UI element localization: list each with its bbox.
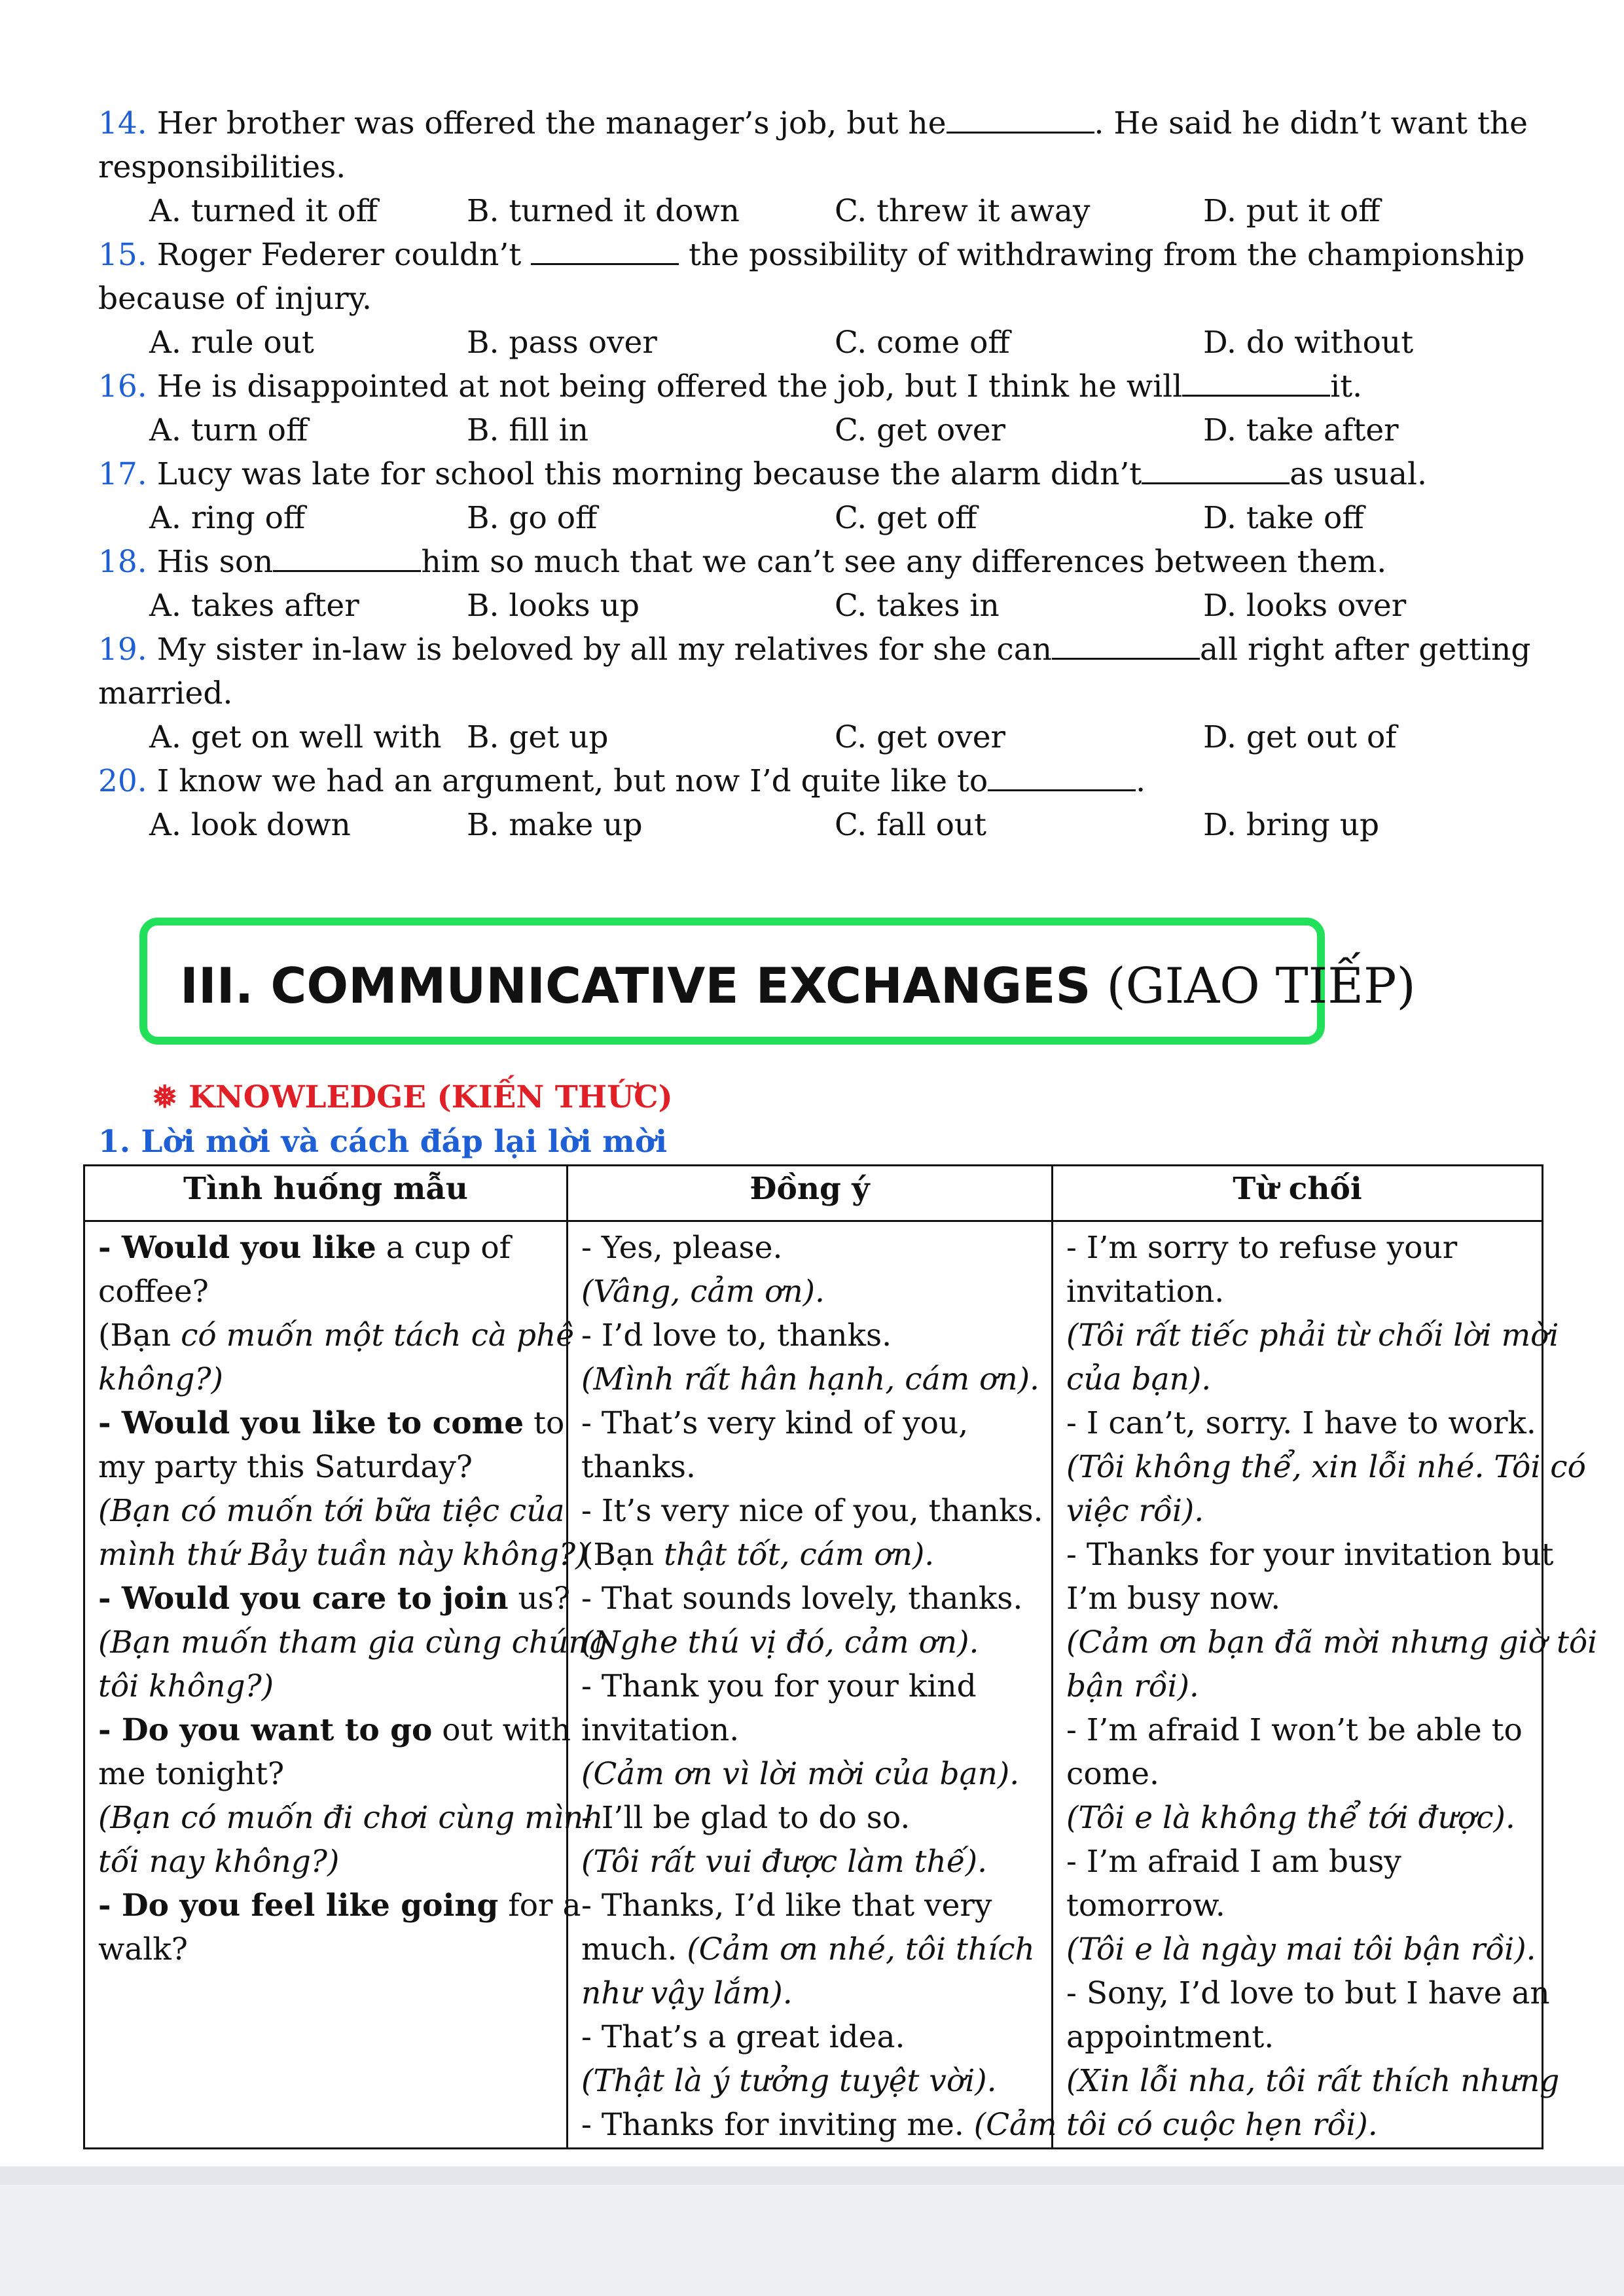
header-accept: Đồng ý — [568, 1166, 1053, 1221]
answer-option: C. fall out — [835, 807, 987, 843]
question-text: He is disappointed at not being offered the job, but I think he will — [156, 368, 1183, 404]
answer-blank — [273, 544, 421, 572]
snowflake-icon: ❅ — [152, 1079, 178, 1115]
cell-line — [98, 1708, 571, 1752]
cell-text: (Xin lỗi nha, tôi rất thích nhưng — [1066, 2063, 1560, 2099]
cell-line — [581, 1401, 1038, 1445]
question-line — [98, 365, 1362, 408]
cell-line — [98, 1226, 553, 1270]
answer-option: D. bring up — [1203, 807, 1380, 843]
answer-option: A. turn off — [149, 412, 308, 448]
cell-text: - Thanks, I’d like that very — [581, 1888, 992, 1924]
answer-option: B. make up — [467, 807, 643, 843]
header-decline: Từ chối — [1053, 1166, 1543, 1221]
cell-line — [1066, 2015, 1528, 2059]
question-number: 18. — [98, 544, 157, 580]
question-text: because of injury. — [98, 281, 372, 317]
subheading-invitations: 1. Lời mời và cách đáp lại lời mời — [98, 1124, 668, 1160]
cell-text: (Cảm ơn nhé, tôi thích — [687, 1931, 1035, 1967]
answer-option: A. get on well with — [149, 719, 442, 755]
question-line — [98, 233, 1525, 277]
cell-line — [581, 1489, 1043, 1533]
cell-text: (Bạn — [581, 1537, 664, 1573]
cell-line — [98, 1314, 575, 1357]
answer-blank — [947, 105, 1094, 134]
cell-text: (Cảm — [973, 2107, 1057, 2143]
cell-line — [1066, 1577, 1528, 1621]
page-footer-edge — [0, 2166, 1624, 2185]
cell-text: - Yes, please. — [581, 1230, 783, 1266]
cell-line — [581, 1621, 1038, 1664]
answer-blank — [531, 237, 679, 265]
cell-text: (Mình rất hân hạnh, cám ơn). — [581, 1361, 1039, 1397]
cell-text: có muốn một tách cà phê — [181, 1318, 575, 1354]
cell-text: much. — [581, 1931, 687, 1967]
cell-text: - Thank you for your kind — [581, 1668, 977, 1704]
cell-text: - That’s a great idea. — [581, 2019, 905, 2055]
question-text: married. — [98, 675, 233, 711]
cell-text: không?) — [98, 1361, 223, 1397]
cell-text: invitation. — [581, 1712, 740, 1748]
cell-text: my party this Saturday? — [98, 1449, 473, 1485]
cell-text: (Bạn muốn tham gia cùng chúng — [98, 1624, 608, 1660]
answer-blank — [1142, 456, 1290, 484]
cell-line — [581, 1445, 1038, 1489]
cell-text: - I’m sorry to refuse your — [1066, 1230, 1458, 1266]
answer-option: D. looks over — [1203, 588, 1407, 624]
table-header-row — [84, 1166, 1543, 1221]
question-line — [98, 452, 1427, 496]
answer-option: B. looks up — [467, 588, 640, 624]
cell-text: tomorrow. — [1066, 1888, 1225, 1924]
question-line — [98, 101, 1528, 145]
knowledge-heading — [152, 1075, 673, 1119]
answer-option: B. fill in — [467, 412, 589, 448]
section-title-main: III. COMMUNICATIVE EXCHANGES — [180, 957, 1091, 1014]
cell-text: (Bạn có muốn đi chơi cùng mình — [98, 1800, 604, 1836]
knowledge-label: KNOWLEDGE (KIẾN THỨC) — [189, 1079, 673, 1115]
answer-option: A. ring off — [149, 500, 306, 536]
question-text: it. — [1330, 368, 1363, 404]
cell-text: for a — [498, 1888, 581, 1924]
section-title — [180, 957, 1416, 1014]
question-text: all right after getting — [1200, 632, 1531, 668]
cell-line — [1066, 1664, 1528, 1708]
question-text: . He said he didn’t want the — [1094, 105, 1528, 141]
cell-text: (Vâng, cảm ơn). — [581, 1274, 825, 1310]
answer-options — [149, 408, 1524, 452]
answer-option: C. takes in — [835, 588, 1000, 624]
question-number: 16. — [98, 368, 157, 404]
question-text: Roger Federer couldn’t — [156, 237, 532, 273]
cell-text: việc rồi). — [1066, 1493, 1204, 1529]
cell-line — [98, 1577, 571, 1621]
answer-option: D. get out of — [1203, 719, 1397, 755]
cell-text: coffee? — [98, 1274, 209, 1310]
cell-text: - I can’t, sorry. I have to work. — [1066, 1405, 1536, 1441]
cell-line — [1066, 1357, 1528, 1401]
question-text: the possibility of withdrawing from the championship — [679, 237, 1525, 273]
cell-text: - That sounds lovely, thanks. — [581, 1581, 1023, 1617]
cell-text: - Would you care to join — [98, 1581, 509, 1617]
cell-line — [581, 1226, 1038, 1270]
answer-option: D. do without — [1203, 325, 1414, 361]
cell-line — [581, 1708, 1038, 1752]
answer-option: C. come off — [835, 325, 1010, 361]
cell-text: (Tôi e là ngày mai tôi bận rồi). — [1066, 1931, 1536, 1967]
cell-text: (Tôi e là không thể tới được). — [1066, 1800, 1515, 1836]
invitation-table — [83, 1164, 1598, 2149]
question-text: I know we had an argument, but now I’d quite like to — [156, 763, 988, 799]
cell-text: me tonight? — [98, 1756, 285, 1792]
cell-text: a cup of — [376, 1230, 511, 1266]
cell-line — [1066, 1928, 1536, 1971]
section-title-box — [139, 918, 1416, 1045]
answer-option: B. go off — [467, 500, 598, 536]
cell-line — [581, 2059, 1038, 2103]
answer-option: A. rule out — [149, 325, 314, 361]
cell-text: (Tôi rất tiếc phải từ chối lời mời — [1066, 1318, 1559, 1354]
cell-text: out with — [432, 1712, 571, 1748]
answer-option: C. get over — [835, 412, 1006, 448]
cell-line — [1066, 1796, 1528, 1840]
cell-line — [1066, 1708, 1528, 1752]
cell-line — [1066, 1533, 1554, 1577]
cell-line — [1066, 1621, 1598, 1664]
cell-line — [98, 1928, 553, 1971]
cell-line — [98, 1445, 553, 1489]
answer-options — [149, 584, 1524, 628]
question-line — [98, 145, 346, 189]
cell-text: - Would you like — [98, 1230, 376, 1266]
cell-text: - Would you like to come — [98, 1405, 524, 1441]
cell-line — [98, 1752, 553, 1796]
cell-line — [1066, 2103, 1528, 2147]
cell-line — [1066, 1445, 1586, 1489]
cell-line — [1066, 1489, 1528, 1533]
cell-line — [581, 1357, 1038, 1401]
cell-text: (Tôi không thể, xin lỗi nhé. Tôi có — [1066, 1449, 1586, 1485]
cell-line — [581, 1533, 1038, 1577]
cell-line — [581, 1928, 1038, 1971]
cell-line — [98, 1533, 588, 1577]
answer-option: B. pass over — [467, 325, 657, 361]
cell-text: - Thanks for your invitation but — [1066, 1537, 1554, 1573]
cell-line — [1066, 1270, 1528, 1314]
cell-line — [98, 1884, 581, 1928]
answer-option: D. take off — [1203, 500, 1364, 536]
question-line — [98, 277, 372, 321]
cell-line — [581, 1796, 1038, 1840]
cell-line — [581, 1840, 1038, 1884]
cell-line — [1066, 1971, 1550, 2015]
question-text: responsibilities. — [98, 149, 346, 185]
cell-text: appointment. — [1066, 2019, 1274, 2055]
cell-text: mình thứ Bảy tuần này không?) — [98, 1537, 588, 1573]
section-title-sub: (GIAO TIẾP) — [1091, 957, 1416, 1014]
question-number: 15. — [98, 237, 157, 273]
question-number: 17. — [98, 456, 157, 492]
cell-text: invitation. — [1066, 1274, 1225, 1310]
cell-line — [581, 1577, 1038, 1621]
answer-option: B. get up — [467, 719, 609, 755]
cell-line — [1066, 1884, 1528, 1928]
cell-line — [98, 1621, 608, 1664]
cell-text: của bạn). — [1066, 1361, 1212, 1397]
answer-option: C. get off — [835, 500, 977, 536]
cell-text: tối nay không?) — [98, 1844, 340, 1880]
table-row — [84, 1221, 1543, 2149]
answer-option: B. turned it down — [467, 193, 740, 229]
cell-text: come. — [1066, 1756, 1159, 1792]
cell-text: - Sony, I’d love to but I have an — [1066, 1975, 1550, 2011]
cell-text: - I’d love to, thanks. — [581, 1318, 892, 1354]
cell-text: bận rồi). — [1066, 1668, 1199, 1704]
question-text: as usual. — [1290, 456, 1427, 492]
cell-text: - Do you want to go — [98, 1712, 433, 1748]
cell-text: walk? — [98, 1931, 188, 1967]
answer-option: A. turned it off — [149, 193, 378, 229]
question-text: . — [1136, 763, 1146, 799]
cell-line — [1066, 1401, 1536, 1445]
answer-options — [149, 803, 1524, 847]
cell-line — [98, 1401, 565, 1445]
question-number: 14. — [98, 105, 157, 141]
cell-line — [581, 1270, 1038, 1314]
cell-line — [581, 2103, 1057, 2147]
answer-option: D. put it off — [1203, 193, 1380, 229]
answer-options — [149, 189, 1524, 233]
cell-line — [1066, 1752, 1528, 1796]
question-number: 20. — [98, 763, 157, 799]
cell-text: (Bạn — [98, 1318, 181, 1354]
question-line — [98, 628, 1530, 672]
cell-line — [1066, 2059, 1560, 2103]
cell-text: tôi không?) — [98, 1668, 274, 1704]
page-footer-band — [0, 2166, 1624, 2296]
answer-option: D. take after — [1203, 412, 1399, 448]
cell-line — [581, 1971, 1038, 2015]
cell-line — [581, 1664, 1038, 1708]
question-text: Her brother was offered the manager’s job, but he — [156, 105, 947, 141]
question-line — [98, 672, 232, 715]
cell-text: - Thanks for inviting me. — [581, 2107, 974, 2143]
cell-line — [581, 1752, 1038, 1796]
question-line — [98, 759, 1146, 803]
answer-options — [149, 496, 1524, 540]
header-situation: Tình huống mẫu — [84, 1166, 568, 1221]
answer-blank — [1182, 368, 1330, 397]
cell-text: - Do you feel like going — [98, 1888, 499, 1924]
cell-text: (Cảm ơn bạn đã mời nhưng giờ tôi — [1066, 1624, 1598, 1660]
cell-line — [98, 1840, 553, 1884]
cell-line — [581, 1884, 1038, 1928]
cell-text: - It’s very nice of you, thanks. — [581, 1493, 1043, 1529]
cell-text: to — [524, 1405, 565, 1441]
question-text: him so much that we can’t see any differences between them. — [421, 544, 1387, 580]
cell-text: - I’m afraid I am busy — [1066, 1844, 1401, 1880]
cell-line — [98, 1489, 565, 1533]
cell-text: (Cảm ơn vì lời mời của bạn). — [581, 1756, 1020, 1792]
answer-option: C. threw it away — [835, 193, 1091, 229]
cell-text: như vậy lắm). — [581, 1975, 793, 2011]
question-text: Lucy was late for school this morning because the alarm didn’t — [156, 456, 1142, 492]
cell-text: (Bạn có muốn tới bữa tiệc của — [98, 1493, 565, 1529]
cell-text: (Nghe thú vị đó, cảm ơn). — [581, 1624, 979, 1660]
cell-line — [1066, 1840, 1528, 1884]
question-text: My sister in-law is beloved by all my relatives for she can — [156, 632, 1053, 668]
cell-text: (Tôi rất vui được làm thế). — [581, 1844, 988, 1880]
cell-line — [1066, 1226, 1528, 1270]
cell-text: - I’ll be glad to do so. — [581, 1800, 911, 1836]
cell-line — [581, 2015, 1038, 2059]
answer-options — [149, 321, 1524, 365]
answer-blank — [1052, 632, 1200, 660]
question-number: 19. — [98, 632, 157, 668]
cell-line — [1066, 1314, 1559, 1357]
cell-decline-responses — [1053, 1221, 1598, 2149]
cell-line — [98, 1664, 553, 1708]
cell-line — [98, 1357, 553, 1401]
cell-text: thật tốt, cám ơn). — [664, 1537, 935, 1573]
cell-text: us? — [508, 1581, 571, 1617]
cell-text: tôi có cuộc hẹn rồi). — [1066, 2107, 1378, 2143]
cell-text: - I’m afraid I won’t be able to — [1066, 1712, 1523, 1748]
question-line — [98, 540, 1386, 584]
question-text: His son — [156, 544, 274, 580]
answer-blank — [988, 763, 1136, 791]
answer-option: A. look down — [149, 807, 351, 843]
cell-line — [98, 1270, 553, 1314]
cell-line — [581, 1314, 1038, 1357]
answer-option: A. takes after — [149, 588, 359, 624]
answer-option: C. get over — [835, 719, 1006, 755]
answer-options — [149, 715, 1524, 759]
cell-text: thanks. — [581, 1449, 696, 1485]
cell-situations — [84, 1221, 608, 2149]
cell-accept-responses — [568, 1221, 1057, 2149]
cell-text: I’m busy now. — [1066, 1581, 1281, 1617]
cell-line — [98, 1796, 604, 1840]
cell-text: (Thật là ý tưởng tuyệt vời). — [581, 2063, 997, 2099]
cell-text: - That’s very kind of you, — [581, 1405, 969, 1441]
